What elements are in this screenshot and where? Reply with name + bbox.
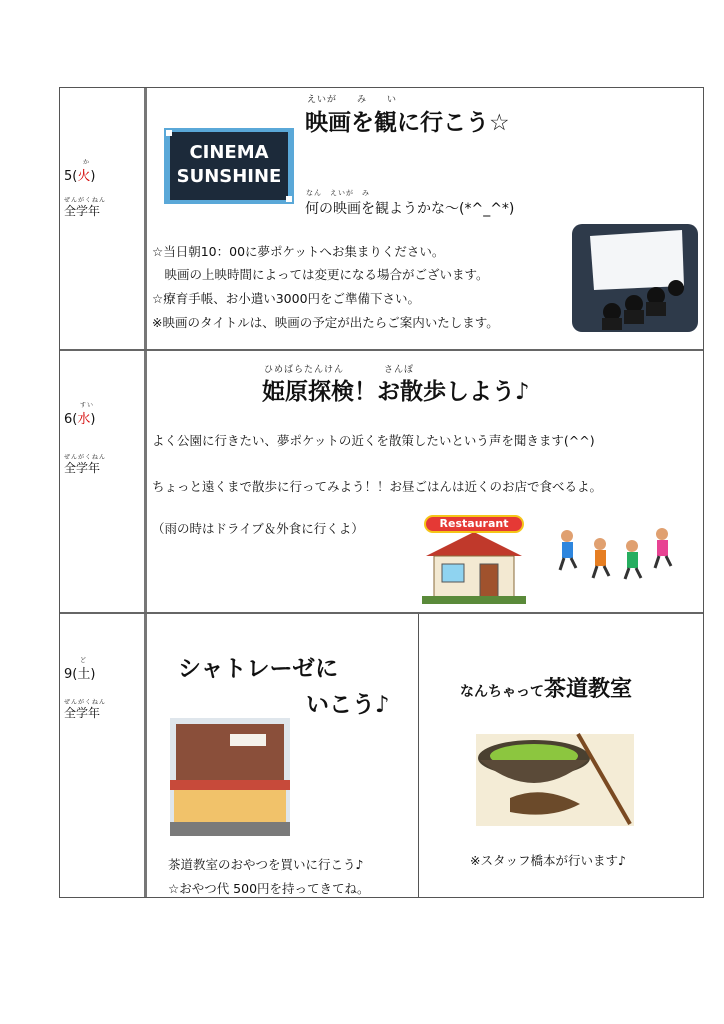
event-title: 映画を観に行こう☆ (305, 110, 510, 136)
restaurant-sign: Restaurant (424, 515, 524, 533)
row-divider (60, 612, 703, 614)
weekday: 土 (77, 667, 91, 682)
logo-text-1: CINEMA (189, 142, 269, 163)
right-event-title (460, 672, 632, 703)
grade-ruby: ぜんがくねん (64, 197, 107, 204)
detail-line: 茶道教室のおやつを買いに行こう♪ (168, 857, 364, 872)
event-title-line2: いこう♪ (306, 692, 390, 718)
event-title: シャトレーゼに (178, 656, 339, 682)
running-kids-illustration (552, 524, 682, 582)
column-divider-row3 (418, 613, 419, 897)
grade-ruby: ぜんがくねん (64, 699, 107, 706)
weekday: 火 (77, 169, 91, 184)
day-label: 5(火) (64, 169, 96, 184)
matcha-bowl-illustration (470, 728, 640, 832)
day-ruby: か (83, 159, 91, 166)
column-divider (144, 88, 147, 897)
event-subtitle: 何の映画を観ようかな～(*^_^*) (305, 201, 515, 217)
movie-theater-illustration (572, 224, 698, 332)
weekday: 水 (77, 412, 91, 427)
title-ruby: えいが み い (307, 95, 398, 105)
sub-ruby: なん えいが み (306, 189, 370, 197)
grade-label: 全学年 (64, 204, 101, 218)
day-number: 5 (64, 169, 73, 184)
grade-label: 全学年 (64, 706, 101, 720)
logo-text-2: SUNSHINE (176, 166, 282, 187)
grade-ruby: ぜんがくねん (64, 454, 107, 461)
day-label: 9(土) (64, 667, 96, 682)
detail-line: （雨の時はドライブ＆外食に行くよ） (152, 521, 364, 536)
detail-line: よく公園に行きたい、夢ポケットの近くを散策したいという声を聞きます(^^) (152, 433, 595, 448)
day-number: 6 (64, 412, 73, 427)
detail-line: ☆療育手帳、お小遣い3000円をご準備下さい。 (152, 291, 421, 306)
title-main: 茶道教室 (544, 677, 633, 702)
grade-label: 全学年 (64, 461, 101, 475)
chateraise-store-photo (170, 718, 290, 836)
title-ruby: ひめばらたんけん さんぽ (264, 365, 415, 375)
restaurant-illustration (422, 512, 526, 604)
day-label: 6(水) (64, 412, 96, 427)
event-title: 姫原探検！お散歩しよう♪ (262, 379, 530, 405)
title-prefix: なんちゃって (460, 684, 544, 700)
cinema-sunshine-logo (164, 128, 294, 204)
detail-line: 映画の上映時間によっては変更になる場合がございます。 (152, 267, 489, 282)
day-number: 9 (64, 667, 73, 682)
day-ruby: ど (80, 657, 88, 664)
row-divider (60, 349, 703, 351)
staff-note: ※スタッフ橋本が行います♪ (470, 853, 626, 868)
detail-line: ☆当日朝10：00に夢ポケットへお集まりください。 (152, 244, 445, 259)
detail-line: ※映画のタイトルは、映画の予定が出たらご案内いたします。 (152, 315, 499, 330)
detail-line: ちょっと遠くまで散歩に行ってみよう！！お昼ごはんは近くのお店で食べるよ。 (152, 479, 603, 494)
schedule-table (59, 87, 704, 898)
day-ruby: すい (80, 402, 95, 409)
detail-line: ☆おやつ代 500円を持ってきてね。 (168, 881, 370, 896)
